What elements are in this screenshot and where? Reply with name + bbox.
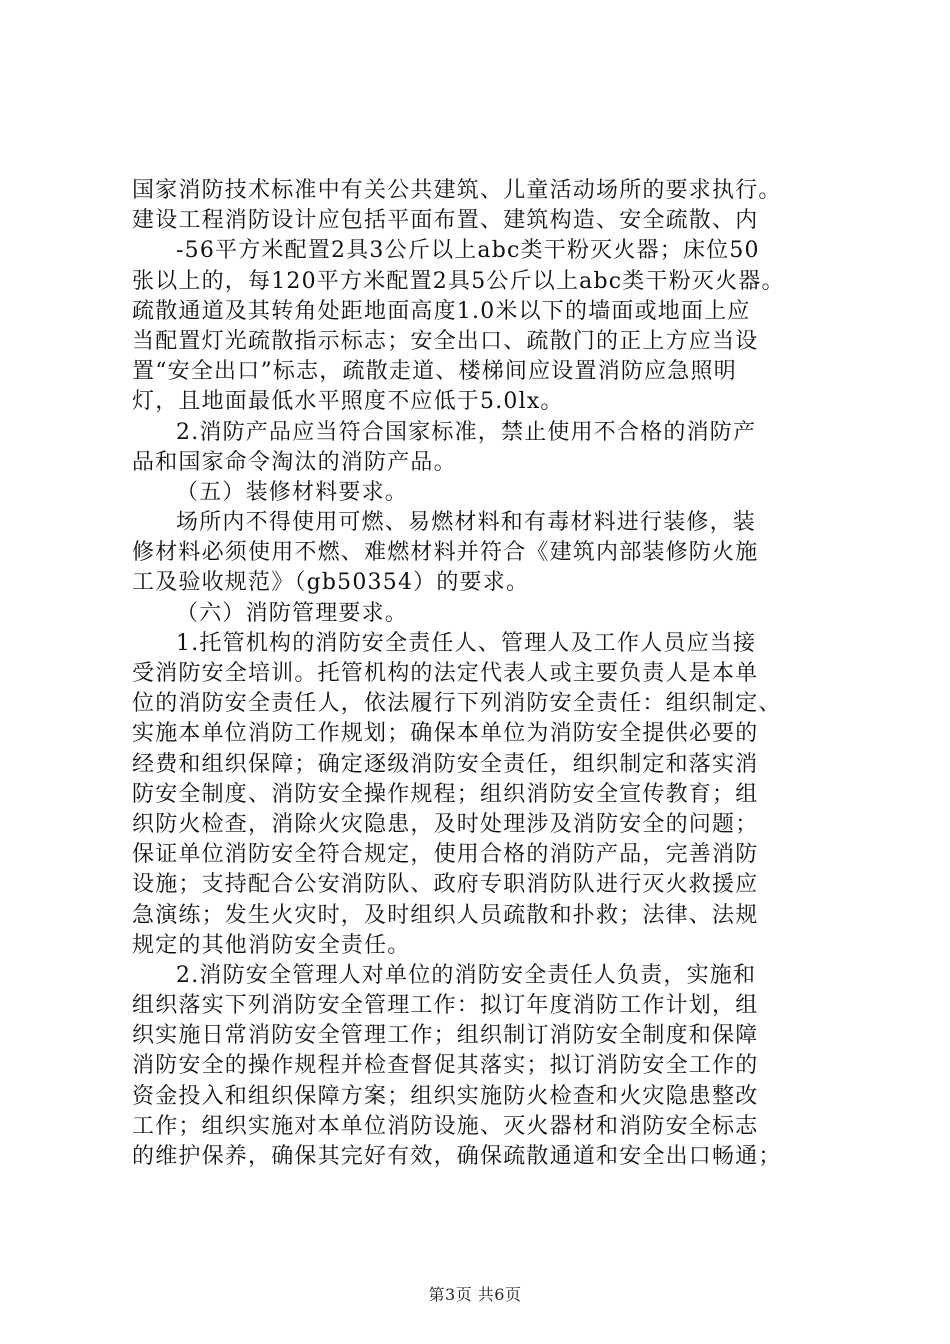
- text-line: 2.消防安全管理人对单位的消防安全责任人负责，实施和: [176, 962, 757, 988]
- text-line: 实施本单位消防工作规划；确保本单位为消防安全提供必要的: [132, 721, 759, 747]
- text-line: 工作；组织实施对本单位消防设施、灭火器材和消防安全标志: [132, 1113, 759, 1139]
- section-heading: （五）装修材料要求。: [176, 479, 409, 505]
- text-line: 保证单位消防安全符合规定，使用合格的消防产品，完善消防: [132, 842, 759, 868]
- text-line: 1.托管机构的消防安全责任人、管理人及工作人员应当接: [176, 630, 757, 656]
- text-line: -56平方米配置2具3公斤以上abc类干粉灭火器；床位50: [176, 238, 760, 264]
- text-line: 设施；支持配合公安消防队、政府专职消防队进行灭火救援应: [132, 872, 759, 898]
- text-line: 建设工程消防设计应包括平面布置、建筑构造、安全疏散、内: [132, 208, 759, 234]
- text-line: 急演练；发生火灾时，及时组织人员疏散和扑救；法律、法规: [132, 902, 759, 928]
- text-line: 修材料必须使用不燃、难燃材料并符合《建筑内部装修防火施: [132, 540, 759, 566]
- text-line: 国家消防技术标准中有关公共建筑、儿童活动场所的要求执行。: [132, 178, 782, 203]
- text-line: 2.消防产品应当符合国家标准，禁止使用不合格的消防产: [176, 419, 757, 445]
- text-line: 灯，且地面最低水平照度不应低于5.0lx。: [132, 389, 564, 415]
- text-line: 品和国家命令淘汰的消防产品。: [132, 449, 457, 475]
- text-line: 当配置灯光疏散指示标志；安全出口、疏散门的正上方应当设: [132, 328, 759, 354]
- text-line: 防安全制度、消防安全操作规程；组织消防安全宣传教育；组: [132, 781, 759, 807]
- text-line: 张以上的，每120平方米配置2具5公斤以上abc类干粉灭火器。: [132, 268, 785, 294]
- text-line: 规定的其他消防安全责任。: [132, 932, 411, 958]
- text-line: 组织落实下列消防安全管理工作：拟订年度消防工作计划，组: [132, 993, 759, 1019]
- text-line: 资金投入和组织保障方案；组织实施防火检查和火灾隐患整改: [132, 1083, 759, 1109]
- page-number-footer: 第3页 共6页: [428, 1285, 522, 1304]
- text-line: 消防安全的操作规程并检查督促其落实；拟订消防安全工作的: [132, 1053, 759, 1079]
- text-line: 织防火检查，消除火灾隐患，及时处理涉及消防安全的问题；: [132, 811, 759, 837]
- text-line: 场所内不得使用可燃、易燃材料和有毒材料进行装修，装: [176, 510, 757, 536]
- text-line: 织实施日常消防安全管理工作；组织制订消防安全制度和保障: [132, 1023, 759, 1049]
- text-line: 疏散通道及其转角处距地面高度1.0米以下的墙面或地面上应: [132, 298, 751, 324]
- section-heading: （六）消防管理要求。: [176, 600, 409, 626]
- text-line: 经费和组织保障；确定逐级消防安全责任，组织制定和落实消: [132, 751, 759, 777]
- text-line: 的维护保养，确保其完好有效，确保疏散通道和安全出口畅通；: [132, 1144, 782, 1169]
- document-body: [132, 176, 832, 1172]
- text-line: 位的消防安全责任人，依法履行下列消防安全责任：组织制定、: [132, 691, 782, 717]
- text-line: 置“安全出口”标志，疏散走道、楼梯间应设置消防应急照明: [132, 359, 737, 385]
- text-line: 受消防安全培训。托管机构的法定代表人或主要负责人是本单: [132, 661, 759, 686]
- text-line: 工及验收规范》（gb50354）的要求。: [132, 570, 530, 596]
